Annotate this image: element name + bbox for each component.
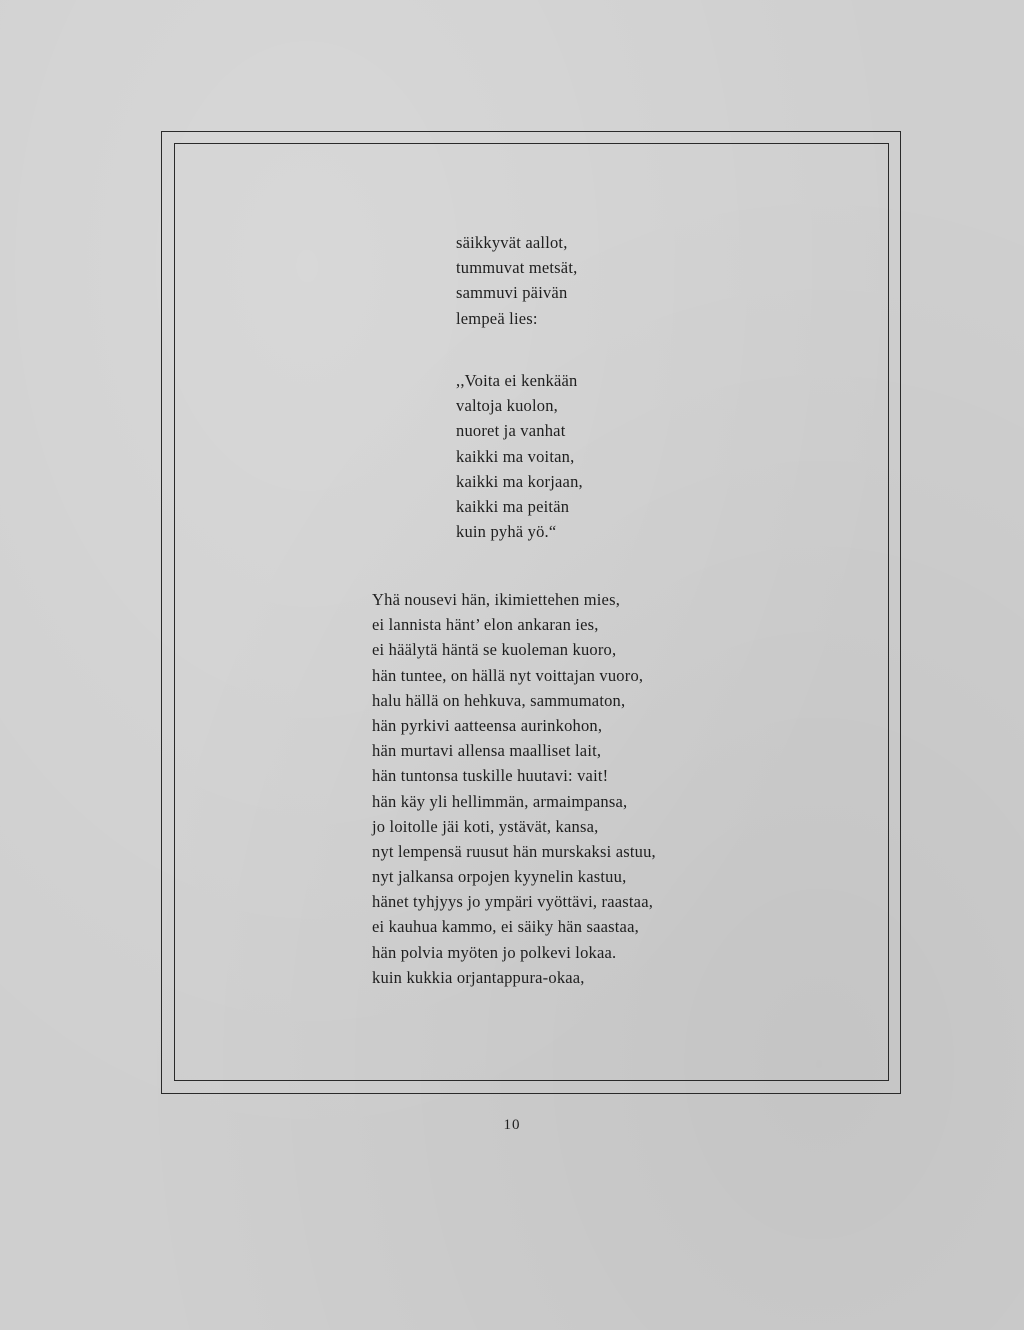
poem-line: halu hällä on hehkuva, sammumaton, bbox=[372, 690, 626, 710]
poem-line: säikkyvät aallot, bbox=[456, 233, 568, 252]
poem-line: tummuvat metsät, bbox=[456, 258, 578, 278]
page-number: 10 bbox=[503, 1117, 521, 1133]
poem-line: sammuvi päivän bbox=[456, 283, 568, 303]
poem-line: nyt lempensä ruusut hän murskaksi astuu, bbox=[372, 841, 656, 861]
poem-line: hän murtavi allensa maalliset lait, bbox=[372, 741, 602, 761]
poem-line: hän tuntee, on hällä nyt voittajan vuoro, bbox=[372, 665, 644, 685]
stanza-1 bbox=[456, 230, 577, 331]
poem-line: ei kauhua kammo, ei säiky hän saastaa, bbox=[372, 917, 639, 937]
poem-line: kuin kukkia orjantappura-okaa, bbox=[372, 967, 585, 987]
poem-line: lempeä lies: bbox=[456, 308, 538, 328]
poem-line: hän polvia myöten jo polkevi lokaa. bbox=[372, 942, 617, 962]
poem-line: kaikki ma peitän bbox=[456, 496, 570, 516]
poem-line: kaikki ma korjaan, bbox=[456, 471, 583, 491]
poem-line: hänet tyhjyys jo ympäri vyöttävi, raastaa, bbox=[372, 892, 654, 912]
poem-line: ei lannista hänt’ elon ankaran ies, bbox=[372, 615, 599, 635]
poem-line: hän käy yli hellimmän, armaimpansa, bbox=[372, 791, 628, 811]
poem-line: Yhä nousevi hän, ikimiettehen mies, bbox=[372, 590, 621, 609]
poem-line: jo loitolle jäi koti, ystävät, kansa, bbox=[372, 816, 599, 836]
stanza-3 bbox=[372, 587, 656, 990]
poem-line: ei häälytä häntä se kuoleman kuoro, bbox=[372, 640, 617, 660]
poem-line: ,,Voita ei kenkään bbox=[456, 371, 578, 390]
stanza-2 bbox=[456, 368, 583, 544]
poem-line: kuin pyhä yö.“ bbox=[456, 522, 557, 542]
poem-line: nuoret ja vanhat bbox=[456, 421, 566, 441]
poem-line: hän pyrkivi aatteensa aurinkohon, bbox=[372, 715, 603, 735]
poem-line: kaikki ma voitan, bbox=[456, 446, 575, 466]
poem-line: nyt jalkansa orpojen kyynelin kastuu, bbox=[372, 867, 627, 887]
poem-line: valtoja kuolon, bbox=[456, 396, 558, 416]
poem-line: hän tuntonsa tuskille huutavi: vait! bbox=[372, 766, 609, 786]
